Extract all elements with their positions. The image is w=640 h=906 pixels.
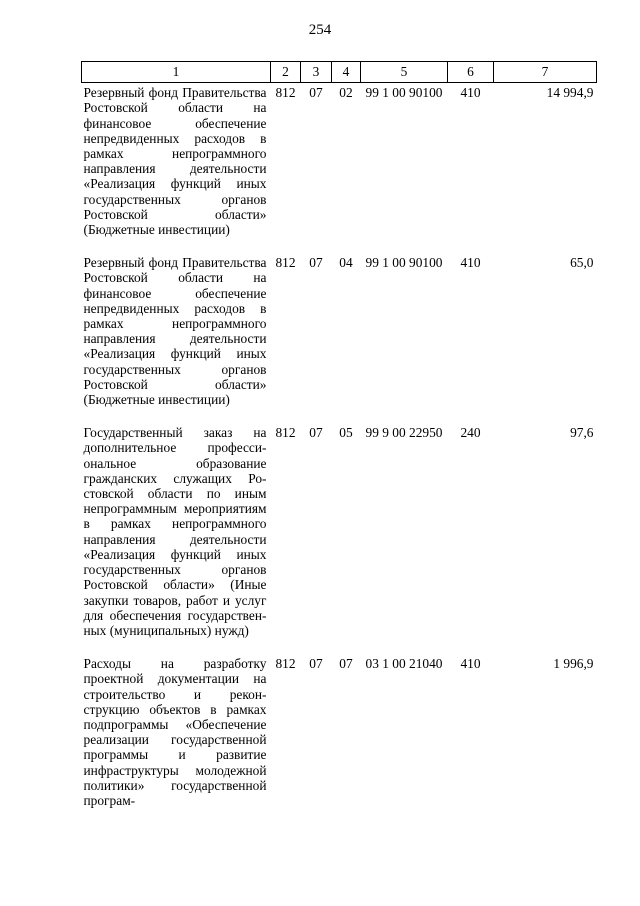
table-row [82,253,597,423]
header-col-3: 3 [301,62,332,83]
header-col-1: 1 [82,62,271,83]
row-subsection-code: 07 [339,656,353,672]
row-description: Государственный заказ на дополнительное профессиональное образование гражданских служащих Ростовской области по иным непрограммным мероприятиям в рамках непрограммного направления деятельности «Реализация функций иных государственных органов Ростовской области» (Иные закупки товаров, работ и услуг для обеспечения государственных (муниципальных) нужд) [83,425,267,638]
header-col-5: 5 [361,62,448,83]
row-amount: 97,6 [570,425,594,441]
row-ministry-code: 812 [275,425,296,441]
row-section-code: 07 [309,85,323,101]
row-section-code: 07 [309,656,323,672]
header-col-7: 7 [494,62,597,83]
header-col-2: 2 [271,62,301,83]
row-target-code: 99 9 00 22950 [365,425,443,441]
row-ministry-code: 812 [275,255,296,271]
row-target-code: 99 1 00 90100 [365,255,443,271]
row-description: Резервный фонд Правительства Ростовской области на финансовое обеспечение непредвиденных расходов в рамках непрограммного направления деятельности «Реализация функций иных государственных органов Ростовской области» (Бюджетные инвестиции) [83,85,267,238]
row-ministry-code: 812 [275,656,296,672]
header-col-6: 6 [448,62,494,83]
table-row [82,654,597,824]
row-amount: 14 994,9 [546,85,594,101]
row-description: Резервный фонд Правительства Ростовской области на финансовое обеспечение непредвиденных расходов в рамках непрограммного направления деятельности «Реализация функций иных государственных органов Ростовской области» (Бюджетные инвестиции) [83,255,267,408]
row-section-code: 07 [309,425,323,441]
page-number: 254 [308,22,332,38]
table-row [82,423,597,654]
row-expense-type-code: 410 [460,85,481,101]
header-row [82,62,597,83]
header-col-4: 4 [332,62,361,83]
row-ministry-code: 812 [275,85,296,101]
row-section-code: 07 [309,255,323,271]
row-expense-type-code: 410 [460,255,481,271]
row-amount: 1 996,9 [553,656,594,672]
row-target-code: 99 1 00 90100 [365,85,443,101]
row-subsection-code: 05 [339,425,353,441]
row-subsection-code: 02 [339,85,353,101]
row-subsection-code: 04 [339,255,353,271]
row-description: Расходы на разработку проектной документации на строительство и реконструкцию объектов в рамках подпрограммы «Обеспечение реализации государственной программы и развитие инфраструктуры молодежной политики» государственной програм- [83,656,267,808]
row-target-code: 03 1 00 21040 [365,656,443,672]
row-expense-type-code: 240 [460,425,481,441]
budget-table [81,61,597,824]
row-amount: 65,0 [570,255,594,271]
table-body [82,83,597,824]
row-expense-type-code: 410 [460,656,481,672]
table-header [82,62,597,83]
table-row [82,83,597,254]
